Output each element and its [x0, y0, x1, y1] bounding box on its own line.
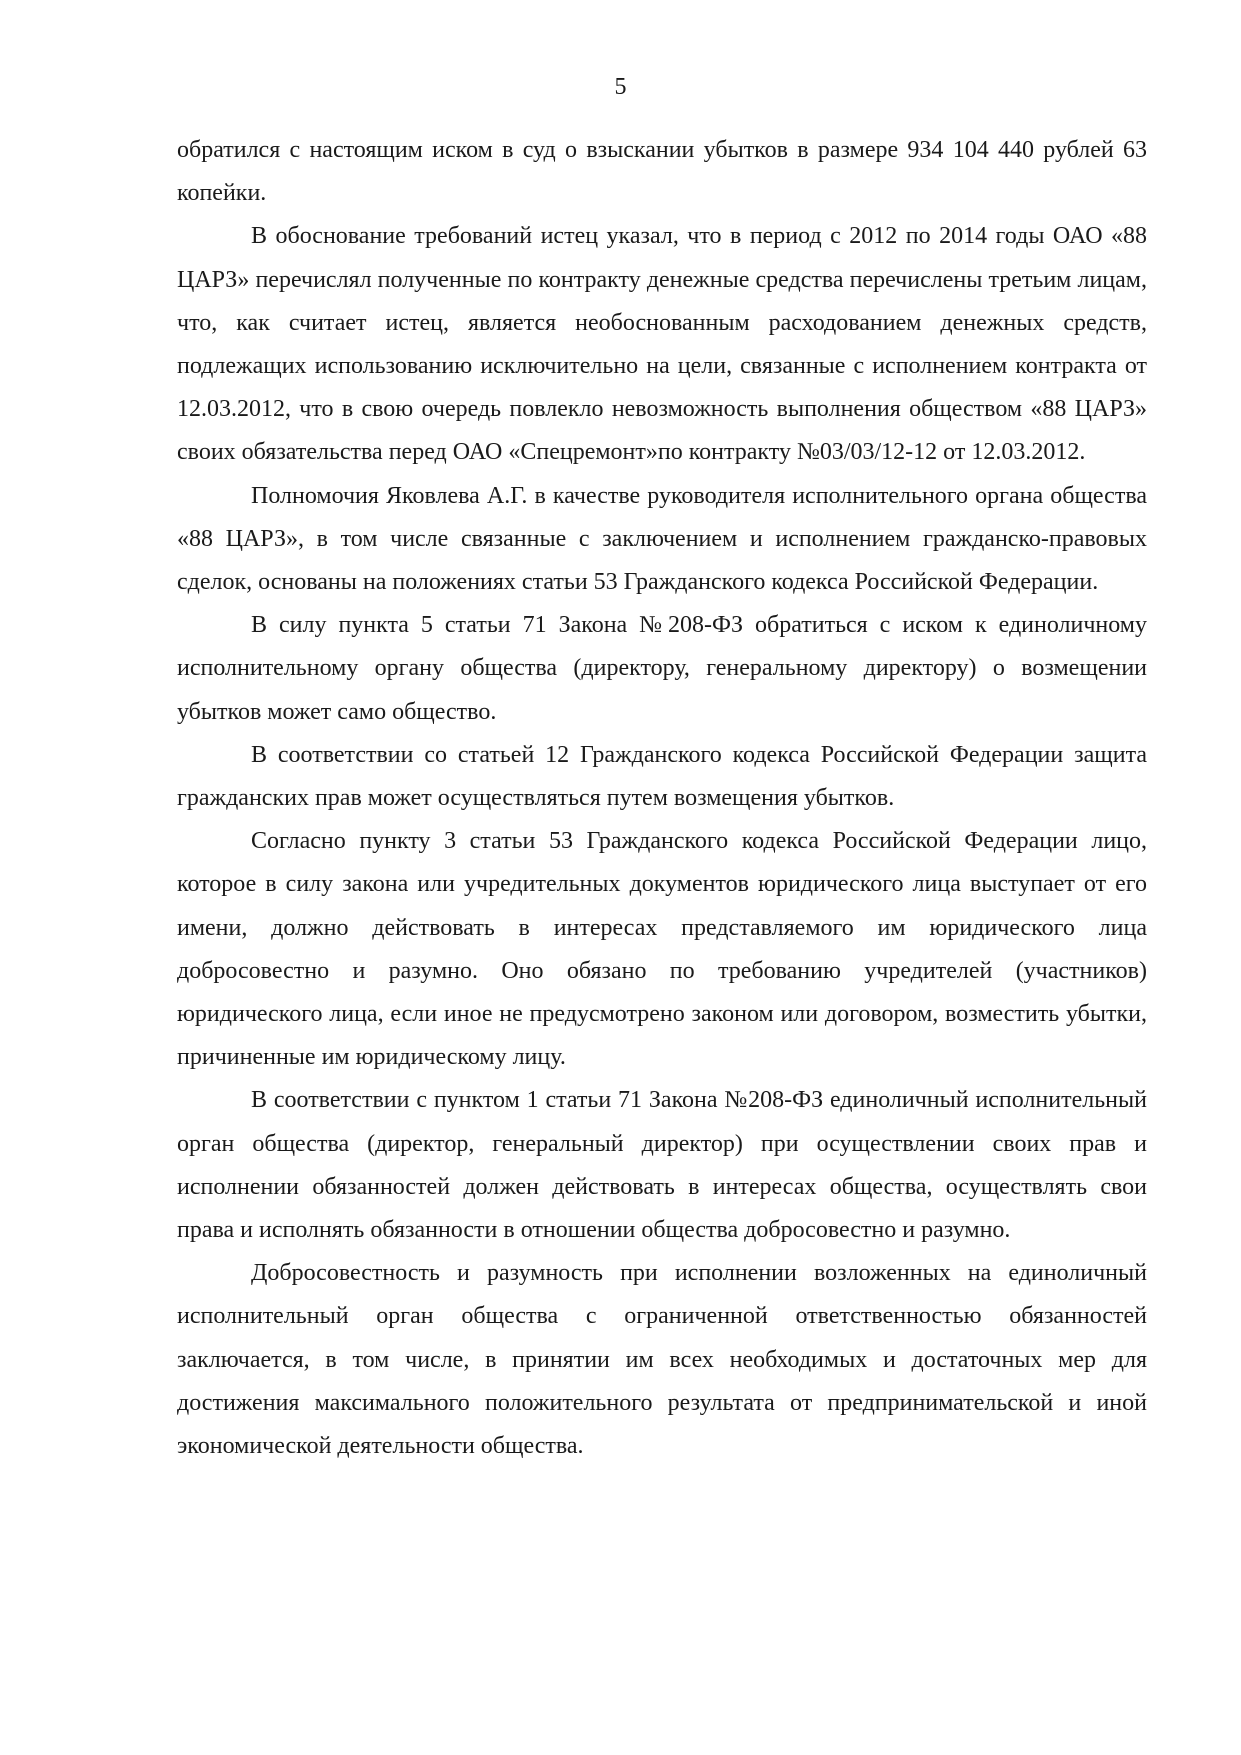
- paragraph-good-faith: Добросовестность и разумность при исполнении возложенных на единоличный исполнительный орган общества с ограниченной ответственностью обязанностей заключается, в том числе, в принятии им всех необходимых и достаточных мер для достижения максимального положительного результата от предпринимательской и иной экономической деятельности общества.: [177, 1260, 1147, 1460]
- paragraph-article-71-p5: В силу пункта 5 статьи 71 Закона №208-ФЗ обратиться с иском к единоличному исполнительному органу общества (директору, генеральному директору) о возмещении убытков может само общество.: [177, 612, 1147, 725]
- paragraph-article-12: В соответствии со статьей 12 Гражданского кодекса Российской Федерации защита гражданских прав может осуществляться путем возмещения убытков.: [177, 741, 1147, 812]
- paragraph-director-powers: Полномочия Яковлева А.Г. в качестве руководителя исполнительного органа общества «88 ЦАРЗ», в том числе связанные с заключением и исполнением гражданско-правовых сделок, основаны на положениях статьи 53 Гражданского кодекса Российской Федерации.: [177, 482, 1147, 596]
- paragraph-claim-grounds: В обоснование требований истец указал, что в период с 2012 по 2014 годы ОАО «88 ЦАРЗ» перечислял полученные по контракту денежные средства перечислены третьим лицам, что, как считает истец, является необоснованным расходованием денежных средств, подлежащих использованию исключительно на цели, связанные с исполнением контракта от 12.03.2012, что в свою очередь повлекло невозможность выполнения обществом «88 ЦАРЗ» своих обязательства перед ОАО «Спецремонт»по контракту №03/03/12-12 от 12.03.2012.: [177, 223, 1147, 466]
- paragraph-continuation: обратился с настоящим иском в суд о взыскании убытков в размере 934 104 440 рублей 63 копейки.: [177, 137, 1147, 207]
- paragraph-article-71-p1: В соответствии с пунктом 1 статьи 71 Закона №208-ФЗ единоличный исполнительный орган общества (директор, генеральный директор) при осуществлении своих прав и исполнении обязанностей должен действовать в интересах общества, осуществлять свои права и исполнять обязанности в отношении общества добросовестно и разумно.: [177, 1087, 1147, 1244]
- document-body: [177, 129, 1147, 1468]
- paragraph-article-53-p3: Согласно пункту 3 статьи 53 Гражданского кодекса Российской Федерации лицо, которое в силу закона или учредительных документов юридического лица выступает от его имени, должно действовать в интересах представляемого им юридического лица добросовестно и разумно. Оно обязано по требованию учредителей (участников) юридического лица, если иное не предусмотрено законом или договором, возместить убытки, причиненные им юридическому лицу.: [177, 828, 1147, 1071]
- page-number: 5: [614, 74, 627, 100]
